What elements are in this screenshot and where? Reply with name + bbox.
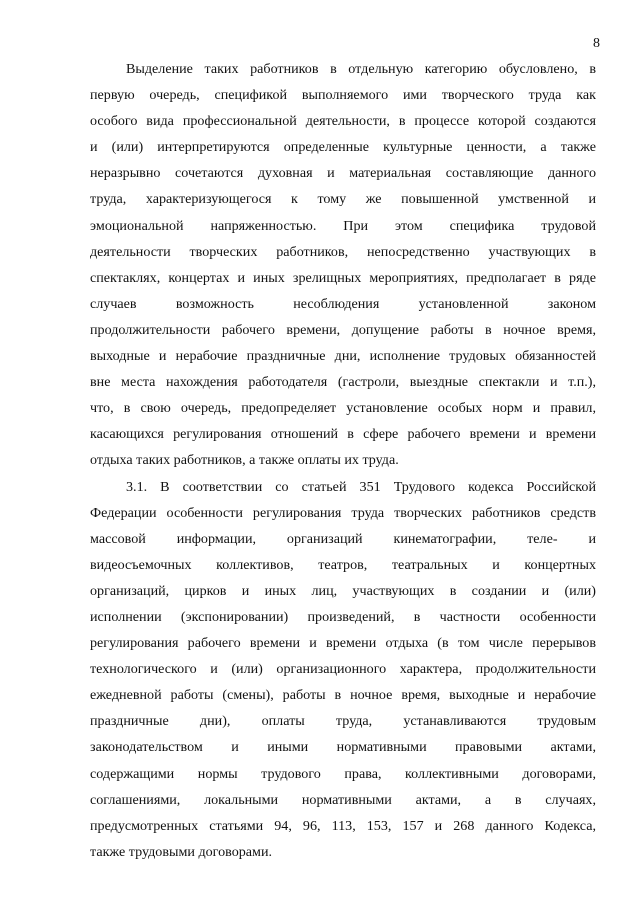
text-line: также трудовыми договорами. bbox=[90, 843, 273, 860]
text-line: спектаклях, концертах и иных зрелищных мероприятиях, предполагает в ряде bbox=[90, 269, 596, 286]
text-line: исполнении (экспонировании) произведений, в частности особенности bbox=[90, 608, 596, 625]
text-line: содержащими нормы трудового права, коллективными договорами, bbox=[90, 765, 596, 782]
text-line: Федерации особенности регулирования труда творческих работников средств bbox=[90, 504, 596, 521]
text-line: предусмотренных статьями 94, 96, 113, 153, 157 и 268 данного Кодекса, bbox=[90, 817, 596, 834]
text-line: труда, характеризующегося к тому же повышенной умственной и bbox=[90, 191, 596, 208]
text-line: и (или) интерпретируются определенные культурные ценности, а также bbox=[90, 139, 596, 156]
paragraph-section-3-1 bbox=[90, 474, 596, 865]
text-line: продолжительности рабочего времени, допущение работы в ночное время, bbox=[90, 321, 596, 338]
text-line: что, в свою очередь, предопределяет установление особых норм и правил, bbox=[90, 400, 596, 417]
text-line: случаев возможность несоблюдения установленной законом bbox=[90, 295, 596, 312]
text-line: деятельности творческих работников, непосредственно участвующих в bbox=[90, 243, 596, 260]
text-line: 3.1. В соответствии со статьей 351 Трудового кодекса Российской bbox=[126, 478, 596, 495]
paragraph-category-explanation bbox=[90, 56, 596, 474]
text-line: видеосъемочных коллективов, театров, театральных и концертных bbox=[90, 556, 596, 573]
text-line: ежедневной работы (смены), работы в ночное время, выходные и нерабочие bbox=[90, 687, 596, 704]
text-line: неразрывно сочетаются духовная и материальная составляющие данного bbox=[90, 165, 596, 182]
document-body bbox=[90, 56, 596, 865]
text-line: особого вида профессиональной деятельности, в процессе которой создаются bbox=[90, 113, 596, 130]
text-line: регулирования рабочего времени и времени отдыха (в том числе перерывов bbox=[90, 635, 596, 652]
text-line: эмоциональной напряженностью. При этом специфика трудовой bbox=[90, 217, 596, 234]
text-line: отдыха таких работников, а также оплаты их труда. bbox=[90, 452, 399, 469]
text-line: технологического и (или) организационного характера, продолжительности bbox=[90, 661, 596, 678]
text-line: первую очередь, спецификой выполняемого ими творческого труда как bbox=[90, 87, 596, 104]
text-line: массовой информации, организаций кинематографии, теле- и bbox=[90, 530, 596, 547]
text-line: соглашениями, локальными нормативными актами, а в случаях, bbox=[90, 791, 596, 808]
text-line: Выделение таких работников в отдельную категорию обусловлено, в bbox=[126, 61, 596, 77]
text-line: вне места нахождения работодателя (гастроли, выездные спектакли и т.п.), bbox=[90, 374, 596, 391]
text-line: законодательством и иными нормативными правовыми актами, bbox=[90, 739, 596, 756]
text-line: праздничные дни), оплаты труда, устанавливаются трудовым bbox=[90, 713, 596, 730]
page-number: 8 bbox=[593, 36, 600, 51]
text-line: касающихся регулирования отношений в сфере рабочего времени и времени bbox=[90, 426, 596, 443]
text-line: организаций, цирков и иных лиц, участвующих в создании и (или) bbox=[90, 582, 596, 599]
text-line: выходные и нерабочие праздничные дни, исполнение трудовых обязанностей bbox=[90, 348, 596, 365]
